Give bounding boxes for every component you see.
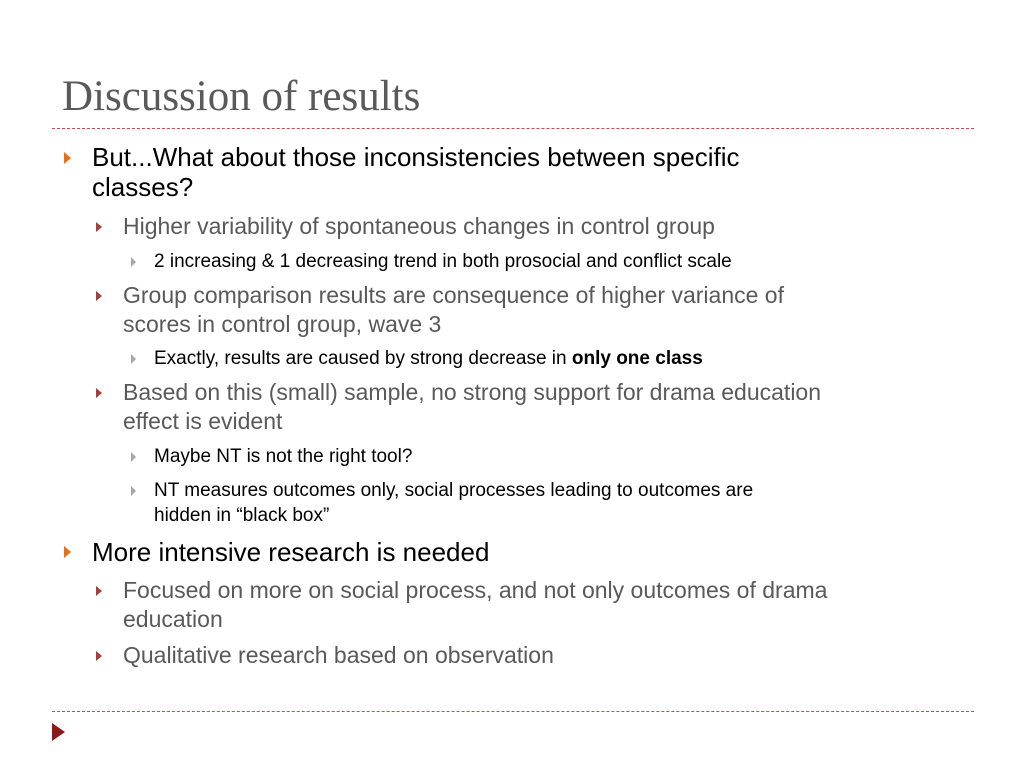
footer-divider (52, 711, 974, 712)
bullet-text-line: But...What about those inconsistencies between specific (92, 142, 740, 172)
bullet-icon (96, 291, 102, 301)
bullet-text-line: classes? (92, 172, 194, 202)
bullet-text-prefix: Exactly, results are caused by strong decrease in (154, 348, 572, 369)
bullet-text-line: education (123, 606, 223, 632)
bullet-icon (131, 452, 136, 462)
bullet-icon (131, 486, 136, 496)
bullet-text-line: effect is evident (123, 408, 283, 434)
bullet-icon (131, 257, 136, 267)
bullet-text-emphasis: only one class (571, 348, 703, 369)
slide-title: Discussion of results (62, 73, 421, 120)
bullet-text-line: Group comparison results are consequence of higher variance of (123, 282, 784, 308)
bullet-text-line: Maybe NT is not the right tool? (154, 446, 413, 467)
bullet-icon (131, 354, 136, 364)
bullet-icon (64, 546, 71, 558)
bullet-text-line (154, 345, 703, 373)
bullet-icon (64, 152, 71, 164)
bullet-text-line: Higher variability of spontaneous changes in control group (123, 213, 715, 239)
bullet-text-line: More intensive research is needed (92, 537, 490, 567)
next-slide-icon[interactable] (52, 723, 65, 741)
bullet-icon (96, 651, 102, 661)
bullet-icon (96, 222, 102, 232)
bullet-text-line: Focused on more on social process, and not only outcomes of drama (123, 577, 828, 603)
bullet-icon (96, 586, 102, 596)
bullet-text-line: Based on this (small) sample, no strong support for drama education (123, 379, 822, 405)
bullet-icon (96, 388, 102, 398)
bullet-text-line: Qualitative research based on observation (123, 642, 554, 668)
bullet-text-line: 2 increasing & 1 decreasing trend in both prosocial and conflict scale (154, 251, 732, 272)
bullet-text-line: scores in control group, wave 3 (123, 311, 442, 337)
bullet-text-line: NT measures outcomes only, social processes leading to outcomes are (154, 480, 754, 501)
bullet-text-line: hidden in “black box” (154, 505, 330, 526)
